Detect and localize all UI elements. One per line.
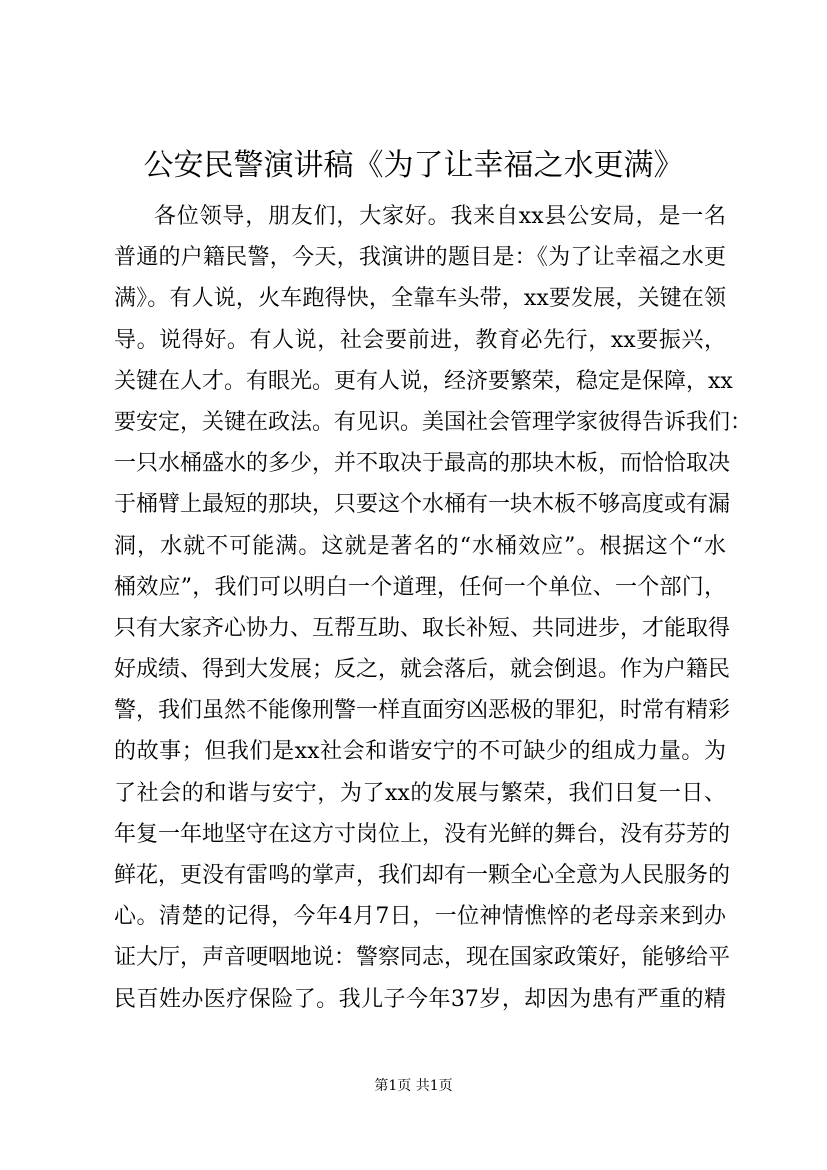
body-line: 警，我们虽然不能像刑警一样直面穷凶恶极的罪犯，时常有精彩	[114, 698, 731, 724]
document-title: 公安民警演讲稿《为了让幸福之水更满》	[143, 148, 684, 183]
body-line: 的故事；但我们是xx社会和谐安宁的不可缺少的组成力量。为	[114, 739, 726, 765]
body-line: 鲜花，更没有雷鸣的掌声，我们却有一颗全心全意为人民服务的	[114, 863, 731, 888]
body-line: 了社会的和谐与安宁，为了xx的发展与繁荣，我们日复一日、	[114, 780, 726, 806]
body-line: 心。清楚的记得，今年4月7日，一位神情憔悴的老母亲来到办	[114, 904, 726, 930]
body-line: 证大厅，声音哽咽地说：警察同志，现在国家政策好，能够给平	[114, 945, 731, 971]
body-line: 洞，水就不可能满。这就是著名的“水桶效应”。根据这个“水	[114, 533, 726, 559]
body-line: 各位领导，朋友们，大家好。我来自xx县公安局，是一名	[154, 204, 726, 229]
body-line: 导。说得好。有人说，社会要前进，教育必先行，xx要振兴，	[114, 327, 726, 353]
document-body	[114, 196, 753, 1020]
body-line: 桶效应”，我们可以明白一个道理，任何一个单位、一个部门，	[114, 574, 726, 600]
body-line: 一只水桶盛水的多少，并不取决于最高的那块木板，而恰恰取决	[114, 451, 731, 477]
body-line: 民百姓办医疗保险了。我儿子今年37岁，却因为患有严重的精	[114, 986, 726, 1012]
body-line: 满》。有人说，火车跑得快，全靠车头带，xx要发展，关键在领	[114, 286, 726, 312]
page-number-label: 第1页 共1页	[374, 1078, 453, 1094]
body-line: 只有大家齐心协力、互帮互助、取长补短、共同进步，才能取得	[114, 615, 731, 641]
body-line: 普通的户籍民警，今天，我演讲的题目是：《为了让幸福之水更	[114, 245, 726, 271]
page-footer	[0, 1076, 827, 1096]
body-line: 关键在人才。有眼光。更有人说，经济要繁荣，稳定是保障，xx	[114, 368, 733, 394]
body-line: 年复一年地坚守在这方寸岗位上，没有光鲜的舞台，没有芬芳的	[114, 821, 731, 847]
body-line: 好成绩、得到大发展；反之，就会落后，就会倒退。作为户籍民	[114, 657, 731, 683]
body-line: 于桶臂上最短的那块，只要这个水桶有一块木板不够高度或有漏	[114, 492, 731, 518]
body-line: 要安定，关键在政法。有见识。美国社会管理学家彼得告诉我们：	[114, 409, 753, 435]
